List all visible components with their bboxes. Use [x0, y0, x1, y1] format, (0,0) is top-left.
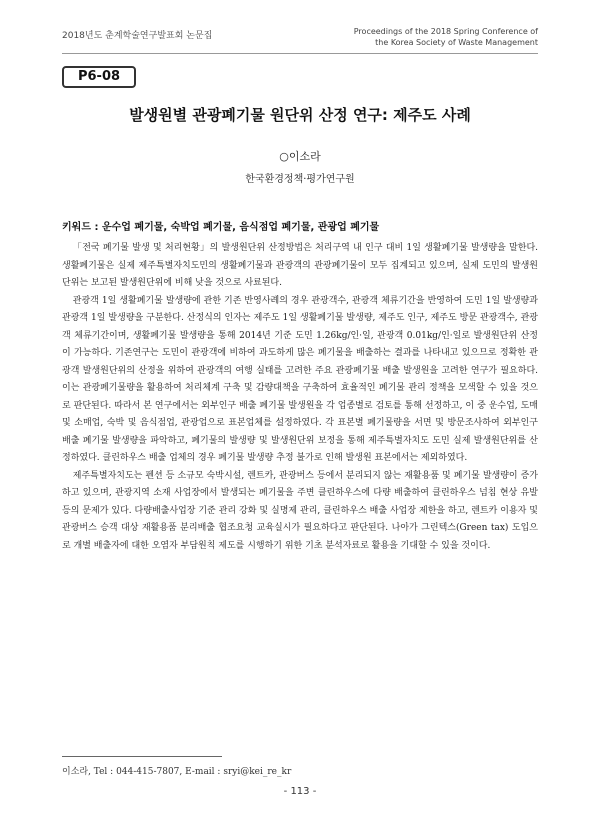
keywords-line: 키워드 : 운수업 폐기물, 숙박업 폐기물, 음식점업 폐기물, 관광업 폐기물	[62, 222, 380, 233]
header-divider	[62, 53, 538, 54]
body-paragraph-3: 제주특별자치도는 펜션 등 소규모 숙박시설, 렌트카, 관광버스 등에서 분리되지 않는 재활용품 및 폐기물 발생량이 증가하고 있으며, 관광지역 소재 사업장에서 발생되는 폐기물을 주변 클린하우스에 다량 배출하여 클린하우스 넘침 현상 유발 등의 문제가 있다. 다량배출사업장 기준 관리 강화 및 실명제 관리, 클린하우스 배출 사업장 제한을 하고, 렌트카 이용자 및 관광버스 승객 대상 재활용품 분리배출 협조요청 교육실시가 필요하다고 판단된다. 나아가 그린텍스(Green tax) 도입으로 개별 배출자에 대한 오염자 부담원칙 제도를 시행하기 위한 기초 분석자료로 활용을 기대할 수 있을 것이다.	[62, 470, 538, 551]
paper-code-badge: P6-08	[62, 66, 136, 88]
body-paragraph-1: 「전국 폐기물 발생 및 처리현황」의 발생원단위 산정방법은 처리구역 내 인구 대비 1일 생활폐기물 발생량을 말한다. 생활폐기물은 실제 제주특별자치도민의 생활폐기물과 관광객의 관광폐기물이 모두 집계되고 있으며, 실제 도민의 발생원단위는 보고된 발생원단위에 비해 낮을 것으로 사료된다.	[62, 243, 538, 288]
page-number: - 113 -	[283, 786, 317, 797]
header-right-line1: Proceedings of the 2018 Spring Conference of	[353, 27, 538, 36]
footnote-contact: 이소라, Tel : 044-415-7807, E-mail : sryi@kei_re_kr	[62, 767, 292, 777]
header-right-text	[354, 26, 538, 48]
abstract-body	[62, 240, 538, 555]
footnote-divider	[62, 756, 222, 757]
author-affiliation: 한국환경정책·평가연구원	[245, 174, 355, 185]
body-paragraph-2: 관광객 1일 생활폐기물 발생량에 관한 기존 반영사례의 경우 관광객수, 관광객 체류기간을 반영하여 도민 1일 발생량과 관광객 1일 발생량을 구분한다. 산정식의 인자는 제주도 1일 생활폐기물 발생량, 제주도 인구, 제주도 방문 관광객수, 관광객 체류기간이며, 생활폐기물 발생량을 통해 2014년 기준 도민 1.26kg/인·일, 관광객 0.01kg/인·일로 발생원단위 산정이 가능하다. 기존연구는 도민이 관광객에 비하여 과도하게 많은 폐기물을 배출하는 결과를 나타내고 있으므로 정확한 관광객 발생원단위의 산정을 위하여 관광객의 여행 실태를 고려한 주요 관광폐기물 배출 발생원을 고려한 연구가 필요하다. 이는 관광폐기물량을 활용하여 처리체계 구축 및 감량대책을 구축하여 효율적인 폐기물 관리 정책을 모색할 수 있을 것으로 판단된다. 따라서 본 연구에서는 외부인구 배출 폐기물 발생원을 각 업종별로 검토를 통해 선정하고, 이 중 운수업, 도매 및 소매업, 숙박 및 음식점업, 관광업으로 표본업체를 설정하였다. 각 표본별 폐기물량을 서면 및 방문조사하여 외부인구 배출 폐기물 발생량을 파악하고, 폐기물의 발생량 및 발생원단위 보정을 통해 제주특별자치도 도민 실제 발생원단위를 산정하였다. 클린하우스 배출 업체의 경우 폐기물 발생량 추정 불가로 인해 발생원 표본에서는 제외하였다.	[62, 295, 538, 463]
header-right-line2: the Korea Society of Waste Management	[375, 38, 538, 47]
author-name: ○이소라	[279, 150, 321, 163]
paper-title: 발생원별 관광폐기물 원단위 산정 연구: 제주도 사례	[129, 106, 471, 124]
header-left-text: 2018년도 춘계학술연구발표회 논문집	[62, 31, 213, 41]
